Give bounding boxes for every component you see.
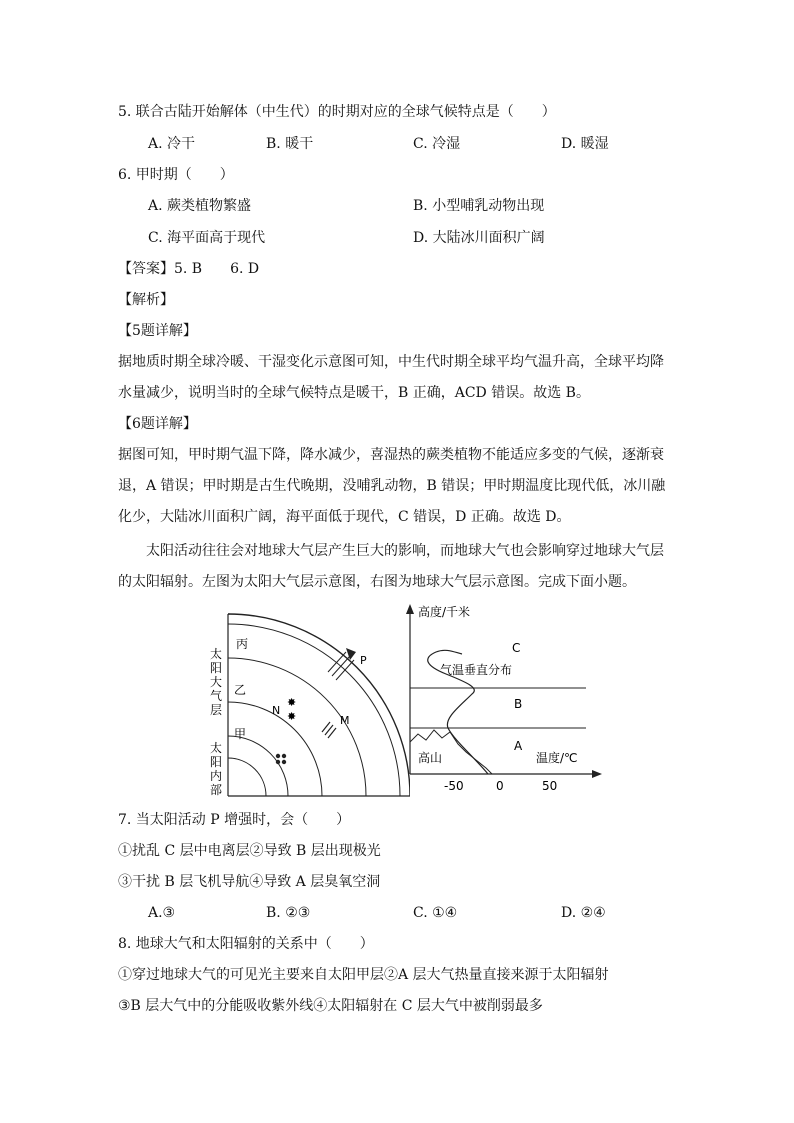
q6-option-c: C. 海平面高于现代 [148, 230, 266, 246]
svg-text:气: 气 [210, 689, 223, 703]
flare-star-2: ✸ [287, 710, 297, 723]
q5-detail-line-1: 据地质时期全球冷暖、干湿变化示意图可知，中生代时期全球平均气温升高，全球平均降 [118, 354, 664, 370]
y-axis-label: 高度/千米 [418, 605, 471, 619]
svg-text:阳: 阳 [210, 755, 223, 769]
q7-option-a: A.③ [148, 905, 176, 921]
intro-line-2: 的太阳辐射。左图为太阳大气层示意图，右图为地球大气层示意图。完成下面小题。 [118, 574, 636, 590]
q7-option-b: B. ②③ [266, 905, 311, 921]
q5-option-c: C. 冷湿 [413, 136, 461, 152]
svg-text:阳: 阳 [210, 661, 223, 675]
side-label-solar-atmosphere [210, 646, 222, 717]
m-hatch [322, 722, 336, 738]
q7-option-d: D. ②④ [561, 905, 606, 921]
layer-label-jia: 甲 [234, 727, 247, 741]
mark-label-n: N [272, 704, 281, 717]
inner-outer-arc [228, 624, 400, 796]
side-label-solar-interior [210, 740, 222, 797]
q6-option-a: A. 蕨类植物繁盛 [148, 198, 252, 214]
q5-option-b: B. 暖干 [266, 136, 314, 152]
q6-option-b: B. 小型哺乳动物出现 [413, 198, 545, 214]
q6-detail-line-2: 退，A 错误；甲时期是古生代晚期，没哺乳动物，B 错误；甲时期温度比现代低，冰川融 [118, 478, 666, 494]
x-axis-label: 温度/℃ [536, 751, 578, 765]
svg-text:内: 内 [210, 769, 223, 783]
layer-label-bing: 丙 [236, 637, 249, 651]
q5-detail-heading: 【5题详解】 [118, 323, 197, 339]
mark-label-m: M [340, 714, 350, 727]
layer-label-a: A [514, 739, 523, 753]
layer-label-c: C [512, 641, 521, 655]
earth-atmosphere-figure [396, 602, 610, 800]
inner-arc [228, 758, 266, 796]
q8-statement-line-2: ③B 层大气中的分能吸收紫外线④太阳辐射在 C 层大气中被削弱最多 [118, 998, 543, 1014]
curve-label: 气温垂直分布 [440, 663, 513, 677]
q7-option-c: C. ①④ [413, 905, 458, 921]
sunspot-dots [276, 754, 286, 764]
tick-minus-50: -50 [444, 779, 464, 793]
intro-line-1: 太阳活动往往会对地球大气层产生巨大的影响，而地球大气也会影响穿过地球大气层 [118, 543, 664, 559]
q6-option-d: D. 大陆冰川面积广阔 [413, 230, 545, 246]
tick-50: 50 [542, 779, 558, 793]
q5-option-d: D. 暖湿 [561, 136, 609, 152]
x-axis-arrow [592, 770, 602, 778]
q7-statement-line-2: ③干扰 B 层飞机导航④导致 A 层臭氧空洞 [118, 874, 381, 890]
question-7-stem: 7. 当太阳活动 P 增强时，会（ ） [118, 812, 351, 828]
outer-arc [228, 614, 410, 796]
question-8-stem: 8. 地球大气和太阳辐射的关系中（ ） [118, 936, 374, 952]
svg-text:太: 太 [210, 647, 223, 661]
tick-0: 0 [496, 779, 504, 793]
terrain-label: 高山 [418, 751, 443, 765]
q6-detail-heading: 【6题详解】 [118, 416, 197, 432]
corona-boundary-arc [228, 658, 366, 796]
p-arrows [328, 648, 356, 680]
svg-text:层: 层 [210, 703, 223, 717]
y-axis-arrow [406, 604, 414, 614]
flare-star-1: ✸ [287, 696, 297, 709]
q6-detail-line-3: 化少，大陆冰川面积广阔，海平面低于现代，C 错误，D 正确。故选 D。 [118, 509, 571, 525]
q5-option-a: A. 冷干 [148, 136, 196, 152]
solar-atmosphere-figure [200, 608, 410, 800]
answer-line: 【答案】5. B 6. D [118, 261, 260, 277]
svg-text:太: 太 [210, 741, 223, 755]
q7-statement-line-1: ①扰乱 C 层中电离层②导致 B 层出现极光 [118, 843, 381, 859]
q8-statement-line-1: ①穿过地球大气的可见光主要来自太阳甲层②A 层大气热量直接来源于太阳辐射 [118, 967, 609, 983]
layer-label-b: B [514, 697, 523, 711]
q5-detail-line-2: 水量减少，说明当时的全球气候特点是暖干，B 正确，ACD 错误。故选 B。 [118, 385, 590, 401]
question-5-stem: 5. 联合古陆开始解体（中生代）的时期对应的全球气候特点是（ ） [118, 104, 556, 120]
svg-text:大: 大 [210, 675, 223, 689]
question-6-stem: 6. 甲时期（ ） [118, 167, 234, 183]
svg-text:部: 部 [210, 783, 223, 797]
photosphere-boundary-arc [228, 736, 288, 796]
layer-label-yi: 乙 [234, 683, 247, 697]
analysis-heading: 【解析】 [118, 292, 174, 308]
q6-detail-line-1: 据图可知，甲时期气温下降，降水减少，喜湿热的蕨类植物不能适应多变的气候，逐渐衰 [118, 447, 664, 463]
mark-label-p: P [360, 654, 367, 667]
